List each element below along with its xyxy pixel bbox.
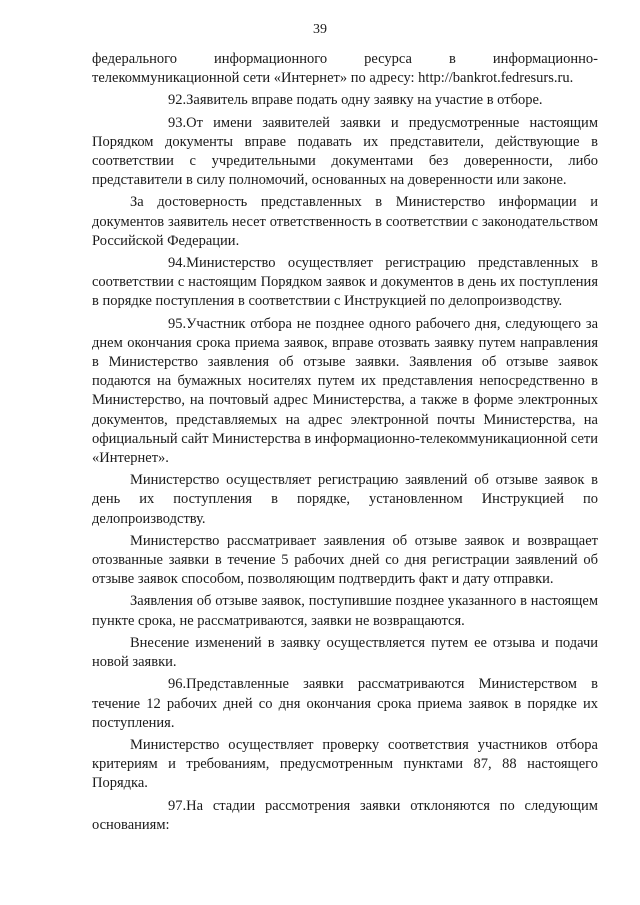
paragraph-text: Заявления об отзыве заявок, поступившие позднее указанного в настоящем пункте срока, не рассматриваются, заявки не возвращаются. [92, 593, 598, 629]
paragraph-p9 [92, 592, 598, 630]
paragraph-text: На стадии рассмотрения заявки отклоняются по следующим основаниям: [92, 797, 598, 833]
paragraph-number: 97. [168, 797, 187, 814]
paragraph-text: Министерство осуществляет проверку соответствия участников отбора критериям и требованиям, предусмотренным пунктами 87, 88 настоящего Порядка. [92, 736, 598, 792]
page-number: 39 [313, 22, 327, 37]
paragraph-p6 [92, 315, 598, 469]
paragraph-number: 94. [168, 255, 187, 272]
paragraph-text: Внесение изменений в заявку осуществляется путем ее отзыва и подачи новой заявки. [92, 634, 598, 671]
paragraph-text: Участник отбора не позднее одного рабочего дня, следующего за днем окончания срока приема заявок, вправе отозвать заявку путем направления в Министерство заявления об отзыве заявки. Заявления об отзыве заявок подаются на бумажных носителях путем их представления непосредственно в Министерство, на почтовый адрес Министерства, а также в форме электронных документов, представляемых на адрес электронной почты Министерства, на официальный сайт Министерства в информационно-телекоммуникационной сети «Интернет». [92, 315, 598, 467]
paragraph-text: Министерство осуществляет регистрацию заявлений об отзыве заявок в день их поступления в порядке, установленном Инструкцией по делопроизводству. [92, 472, 598, 527]
paragraph-p10 [92, 634, 598, 672]
paragraph-p5 [92, 254, 598, 312]
paragraph-p4 [92, 193, 598, 251]
paragraph-p1 [92, 50, 598, 88]
paragraph-p7 [92, 471, 598, 529]
paragraph-p11 [92, 675, 598, 733]
paragraph-text: За достоверность представленных в Министерство информации и документов заявитель несет ответственность в соответствии с законодательством Российской Федерации. [92, 194, 598, 249]
paragraph-text: От имени заявителей заявки и предусмотренные настоящим Порядком документы вправе подавать их представители, действующие в соответствии с учредительными документами без доверенности, либо представители в силу полномочий, основанных на доверенности или законе. [92, 114, 598, 189]
paragraph-text: Министерство рассматривает заявления об отзыве заявок и возвращает отозванные заявки в течение 5 рабочих дней со дня регистрации заявлений об отзыве заявок способом, позволяющим подтвердить факт и дату отправки. [92, 532, 598, 588]
paragraph-text: Представленные заявки рассматриваются Министерством в течение 12 рабочих дней со дня окончания срока приема заявок в порядке их поступления. [92, 676, 598, 731]
paragraph-text: Заявитель вправе подать одну заявку на участие в отборе. [186, 92, 543, 109]
paragraph-text: федерального информационного ресурса в информационно-телекоммуникационной сети «Интернет» по адресу: http://bankrot.fedresurs.ru. [92, 51, 598, 87]
paragraph-p13 [92, 797, 598, 835]
paragraph-number: 96. [168, 676, 187, 693]
paragraph-p8 [92, 532, 598, 590]
paragraph-p3 [92, 114, 598, 191]
paragraph-p12 [92, 736, 598, 794]
paragraph-text: Министерство осуществляет регистрацию представленных в соответствии с настоящим Порядком заявок и документов в день их поступления в порядке поступления в соответствии с Инструкцией по делопроизводству. [92, 255, 598, 310]
paragraph-number: 93. [168, 114, 187, 131]
paragraph-p2 [92, 91, 598, 110]
document-body [92, 50, 598, 838]
paragraph-number: 92. [168, 92, 187, 109]
paragraph-number: 95. [168, 315, 187, 332]
